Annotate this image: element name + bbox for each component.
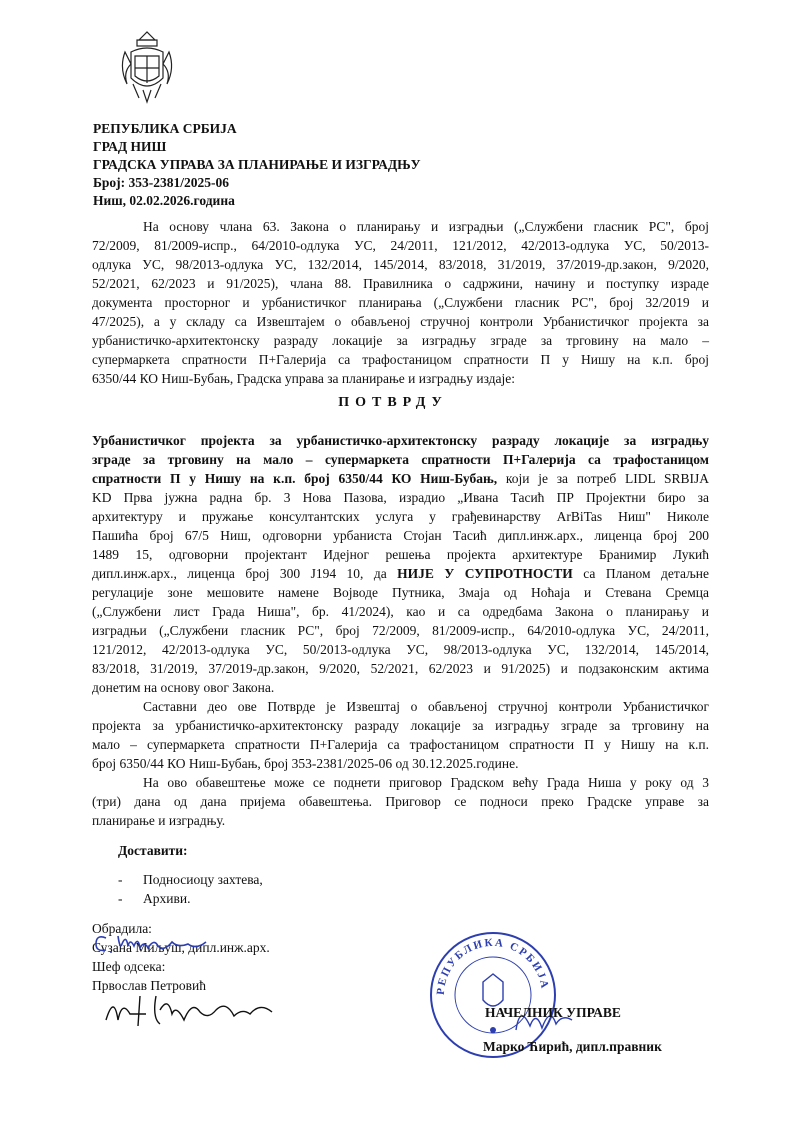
header-republic: РЕПУБЛИКА СРБИЈА: [93, 121, 237, 136]
seal-text: РЕПУБЛИКА СРБИЈА: [434, 936, 551, 996]
deliver-dash: -: [118, 872, 123, 887]
intro-line: На основу члана 63. Закона о планирању и изградњи („Службени гласник РС", број: [143, 219, 709, 234]
prepared-name: Сузана Миљуш, дипл.инж.арх.: [92, 940, 270, 955]
intro-line: 52/2021, 62/2023 и 91/2025), члана 88. Правилника о садржини, начину и поступку израде: [92, 276, 709, 291]
deliver-dash: -: [118, 891, 123, 906]
body-line: донетим на основу овог Закона.: [92, 680, 275, 695]
body-line: 1489 15, одговорни пројектант Идејног решења пројекта архитектуре Бранимир Лукић: [92, 547, 709, 562]
attachment-line: мало – супермаркета спратности П+Галерија са трафостаницом спратности П у Нишу на к.п.: [92, 737, 709, 752]
attachment-line: Саставни део ове Потврде је Извештај о обављеној стручној контроли Урбанистичког: [143, 699, 709, 714]
body-line: 121/2012, 42/2013-одлука УС, 50/2013-одлука УС, 98/2013-одлука УС, 132/2014, 145/2014,: [92, 642, 709, 657]
prepared-label: Обрадила:: [92, 921, 152, 936]
intro-line: 47/2025), а у складу са Извештајем о обављеној стручној контроли Урбанистичког пројекта за: [92, 314, 709, 329]
body-line: Пашића број 67/5 Ниш, одговорни урбаниста Стојан Тасић дипл.инж.арх., лиценца број 200: [92, 528, 709, 543]
chief-signature-icon: [100, 990, 280, 1032]
intro-line: 6350/44 КО Ниш-Бубањ, Градска управа за планирање и изградњу издаје:: [92, 371, 516, 386]
body-line: KD Прва јужна радна бр. 3 Нова Пазова, израдио „Ивана Тасић ПР Пројектни биро за: [92, 490, 709, 505]
preparer-signature-icon: [92, 930, 212, 958]
intro-line: документа просторног и урбанистичког планирања („Службени гласник РС", број 32/2019 и: [92, 295, 709, 310]
body-plan: са Планом детаљне: [572, 566, 709, 581]
body-line: регулације зоне мешовите намене Војводе Путника, Змаја од Ноћаја и Стевана Сремца: [92, 585, 709, 600]
intro-line: супермаркета спратности П+Галерија са трафостаницом спратности П у Нишу на к.п. број: [92, 352, 709, 367]
appeal-line: На ово обавештење може се поднети приговор Градском већу Града Ниша у року од 3: [143, 775, 709, 790]
body-line: [92, 565, 709, 583]
attachment-line: број 6350/44 КО Ниш-Бубањ, број 353-2381/2025-06 од 30.12.2025.године.: [92, 756, 519, 771]
body-investor: који је за потреб LIDL SRBIJA: [497, 471, 709, 486]
chief-name: Првослав Петровић: [92, 978, 206, 993]
header-city: ГРАД НИШ: [93, 139, 167, 154]
body-line: [92, 470, 709, 488]
attachment-line: пројекта за урбанистичко-архитектонску разраду локације за изградњу зграде за трговину на: [92, 718, 709, 733]
deliver-label: Доставити:: [118, 843, 188, 858]
header-administration: ГРАДСКА УПРАВА ЗА ПЛАНИРАЊЕ И ИЗГРАДЊУ: [93, 157, 421, 172]
chief-label: Шеф одсека:: [92, 959, 166, 974]
header-date: Ниш, 02.02.2026.година: [93, 193, 235, 208]
head-title: НАЧЕЛНИК УПРАВЕ: [485, 1005, 621, 1020]
head-name: Марко Ћирић, дипл.правник: [483, 1039, 662, 1054]
body-project-location: спратности П у Нишу на к.п. број 6350/44 КО Ниш-Бубањ,: [92, 471, 498, 486]
body-line: („Службени лист Града Ниша", бр. 41/2024), као и са одредбама Закона о планирању и: [92, 604, 709, 619]
header-number: Број: 353-2381/2025-06: [93, 175, 230, 190]
body-line: изградњи („Службени гласник РС", број 72/2009, 81/2009-испр., 64/2010-одлука УС, 24/2011,: [92, 623, 709, 638]
body-line: 83/2018, 31/2019, 37/2019-др.закон, 9/2020, 52/2021, 62/2023 и 91/2025) и подзаконским актима: [92, 661, 709, 676]
appeal-line: планирање и изградњу.: [92, 813, 226, 828]
intro-line: 72/2009, 81/2009-испр., 64/2010-одлука УС, 24/2011, 121/2012, 42/2013-одлука УС, 50/2013-: [92, 238, 709, 253]
intro-line: одлука УС, 98/2013-одлука УС, 132/2014, 145/2014, 83/2018, 31/2019, 37/2019-др.закон, 9/2020,: [92, 257, 709, 272]
body-line: Урбанистичког пројекта за урбанистичко-архитектонску разраду локације за изградњу: [92, 433, 709, 448]
intro-line: урбанистичко-архитектонску разраду локације за изградњу зграде за трговину на мало –: [92, 333, 709, 348]
body-verdict: НИЈЕ У СУПРОТНОСТИ: [397, 566, 573, 581]
deliver-item: Подносиоцу захтева,: [143, 872, 263, 887]
body-line: архитектуру и пружање консултантских услуга у грађевинарству ArBiTas Ниш" Николе: [92, 509, 709, 524]
body-license: дипл.инж.арх., лиценца број 300 Ј194 10, да: [92, 566, 398, 581]
appeal-line: (три) дана од дана пријема обавештења. Приговор се подноси преко Градске управе за: [92, 794, 709, 809]
document-title: ПОТВРДУ: [338, 395, 448, 410]
body-line: зграде за трговину на мало – супермаркета спратности П+Галерија са трафостаницом: [92, 452, 709, 467]
deliver-item: Архиви.: [143, 891, 191, 906]
serbian-coat-of-arms-icon: [117, 28, 177, 108]
